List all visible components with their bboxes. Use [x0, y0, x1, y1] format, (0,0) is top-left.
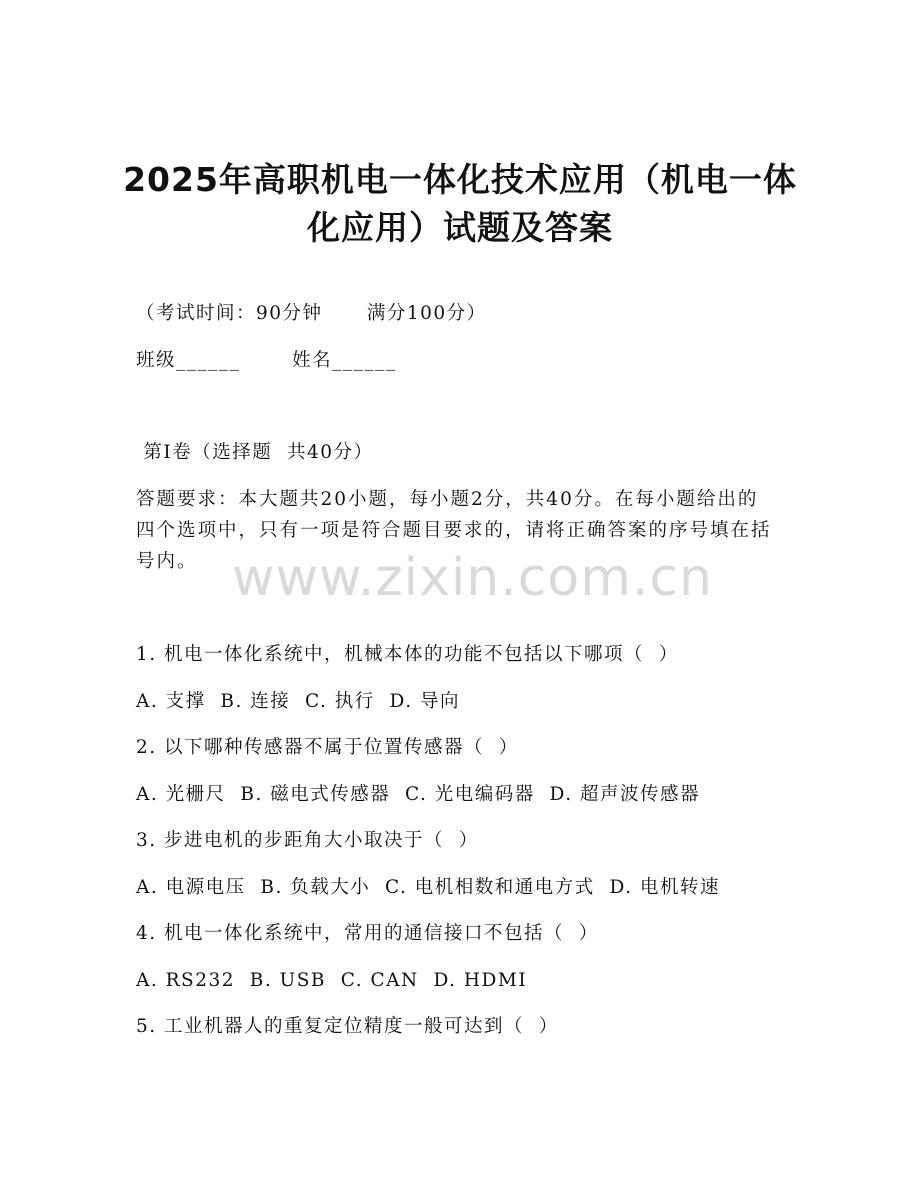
instructions-paragraph: 答题要求：本大题共20小题，每小题2分，共40分。在每小题给出的四个选项中，只有一项是符合题目要求的，请将正确答案的序号填在括号内。 [136, 489, 772, 572]
class-name-fields: 班级______ 姓名______ [136, 350, 397, 371]
question-4-stem: 4. 机电一体化系统中，常用的通信接口不包括（ ） [136, 923, 599, 944]
document-title-line-2: 化应用）试题及答案 [307, 208, 613, 247]
question-2-stem: 2. 以下哪种传感器不属于位置传感器（ ） [136, 737, 519, 758]
section-header: 第Ⅰ卷（选择题 共40分） [136, 442, 374, 463]
question-2-options: A. 光栅尺 B. 磁电式传感器 C. 光电编码器 D. 超声波传感器 [136, 784, 700, 805]
question-1-stem: 1. 机电一体化系统中，机械本体的功能不包括以下哪项（ ） [136, 644, 679, 665]
exam-info: （考试时间：90分钟 满分100分） [136, 303, 487, 324]
question-3-stem: 3. 步进电机的步距角大小取决于（ ） [136, 830, 479, 851]
question-5-stem: 5. 工业机器人的重复定位精度一般可达到（ ） [136, 1016, 559, 1037]
question-3-options: A. 电源电压 B. 负载大小 C. 电机相数和通电方式 D. 电机转速 [136, 877, 720, 898]
question-4-options: A. RS232 B. USB C. CAN D. HDMI [136, 970, 528, 991]
document-title-line-1: 2025年高职机电一体化技术应用（机电一体 [123, 160, 797, 199]
watermark: www.zixin.com.cn [232, 548, 713, 608]
question-1-options: A. 支撑 B. 连接 C. 执行 D. 导向 [136, 691, 460, 712]
